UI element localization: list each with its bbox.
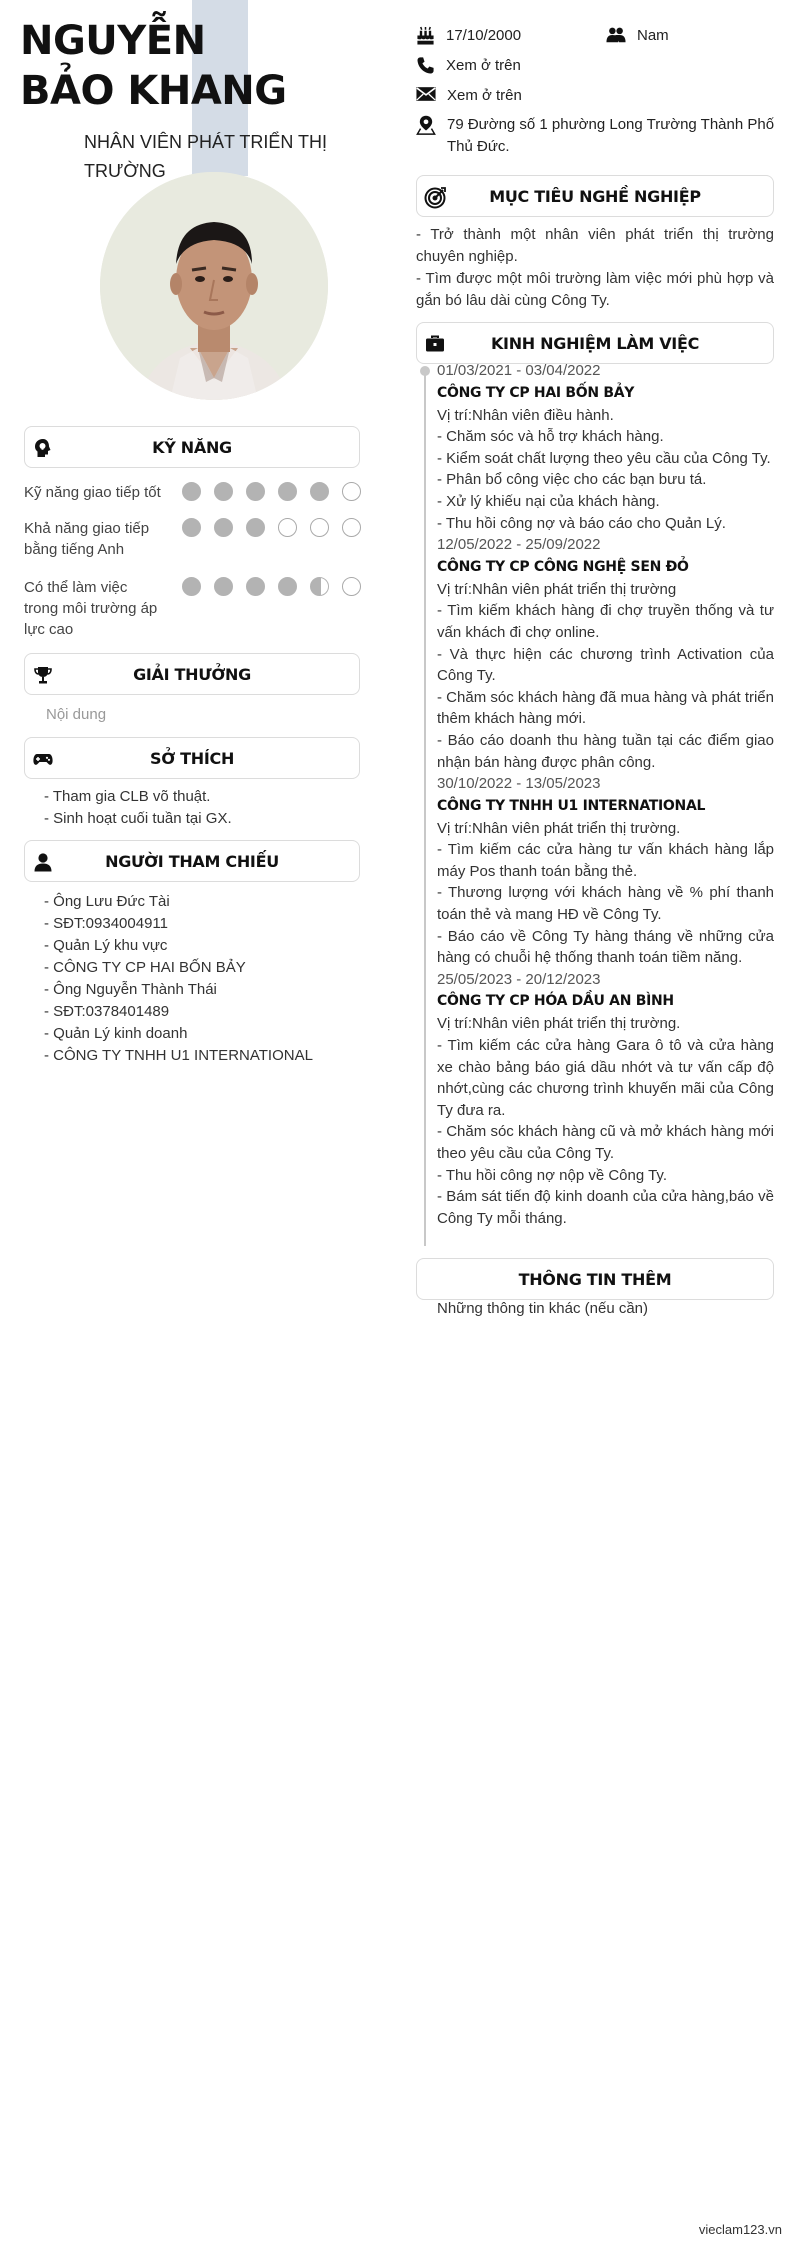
experience-item: [437, 773, 774, 969]
skill-dot: [278, 482, 297, 501]
reference-line: - SĐT:0934004911: [44, 915, 168, 932]
extra-section-header: [416, 1258, 774, 1300]
experience-line: - Tìm kiếm các cửa hàng Gara ô tô và cửa hàng xe chào bảng báo giá dầu nhớt và tư vấn cấp độ nhớt,cùng các chương trình khuyến mãi của Công Ty đưa ra.: [437, 1037, 774, 1119]
reference-line: - Ông Lưu Đức Tài: [44, 893, 170, 910]
experience-line: - Thu hồi công nợ nộp về Công Ty.: [437, 1166, 667, 1184]
skill-dot: [278, 577, 297, 596]
skill-dot: [310, 482, 329, 501]
experience-line: - Tìm kiếm khách hàng đi chợ truyền thống và tư vấn khách đi chợ online.: [437, 602, 774, 641]
skill-dot: [214, 518, 233, 537]
reference-line: - CÔNG TY CP HAI BỐN BẢY: [44, 959, 246, 976]
hobby-item: - Tham gia CLB võ thuật.: [44, 788, 211, 805]
skill-dot: [182, 577, 201, 596]
experience-line: - Báo cáo về Công Ty hàng tháng về những cửa hàng có chuỗi hệ thống thanh toán tiềm năng.: [437, 927, 774, 967]
objective-title: MỤC TIÊU NGHỀ NGHIỆP: [489, 186, 701, 206]
skill-dot: [246, 518, 265, 537]
email-row: [416, 85, 522, 107]
experience-line: - Báo cáo doanh thu hàng tuần tại các điểm giao nhận bán hàng được phân công.: [437, 731, 774, 771]
skill-dot: [342, 577, 361, 596]
skill-level-dots: [182, 482, 374, 501]
gamepad-icon: [33, 749, 53, 769]
briefcase-icon: [425, 334, 445, 354]
extra-title: THÔNG TIN THÊM: [518, 1269, 672, 1289]
footer-brand: vieclam123.vn: [698, 2222, 782, 2237]
skill-dot: [214, 577, 233, 596]
references-section-header: [24, 840, 360, 882]
skill-dot: [278, 518, 297, 537]
skill-dot: [246, 482, 265, 501]
skills-section-header: [24, 426, 360, 468]
phone-value: Xem ở trên: [446, 57, 521, 74]
objective-line: - Tìm được một môi trường làm việc mới phù hợp và gắn bó lâu dài cùng Công Ty.: [416, 270, 774, 309]
skill-dot: [214, 482, 233, 501]
skill-item: [24, 482, 364, 503]
hobbies-section-header: [24, 737, 360, 779]
experience-list: [437, 360, 774, 1229]
experience-company: CÔNG TY CP HAI BỐN BẢY: [437, 384, 635, 401]
skill-label: Kỹ năng giao tiếp tốt: [24, 484, 161, 501]
experience-section-header: [416, 322, 774, 364]
skill-level-dots: [182, 577, 374, 596]
phone-icon: [416, 56, 435, 75]
experience-line: Vị trí:Nhân viên phát triển thị trường.: [437, 1015, 681, 1033]
experience-dates: 12/05/2022 - 25/09/2022: [437, 536, 601, 554]
experience-line: Vị trí:Nhân viên phát triển thị trường.: [437, 819, 681, 837]
reference-line: - CÔNG TY TNHH U1 INTERNATIONAL: [44, 1047, 313, 1064]
experience-timeline-line: [424, 368, 426, 1246]
awards-section-header: [24, 653, 360, 695]
gender-row: [606, 25, 669, 47]
address-value: 79 Đường số 1 phường Long Trường Thành Phố Thủ Đức.: [447, 116, 775, 155]
person-icon: [33, 852, 53, 872]
trophy-icon: [33, 665, 53, 685]
target-icon: [424, 187, 444, 207]
skill-dot: [310, 577, 329, 596]
experience-line: - Chăm sóc khách hàng cũ và mở khách hàng mới theo yêu cầu của Công Ty.: [437, 1123, 774, 1162]
experience-line: - Chăm sóc và hỗ trợ khách hàng.: [437, 428, 664, 446]
skills-title: KỸ NĂNG: [152, 437, 232, 457]
skill-dot: [310, 518, 329, 537]
phone-row: [416, 55, 521, 77]
experience-line: - Bám sát tiến độ kinh doanh của cửa hàng,báo về Công Ty mỗi tháng.: [437, 1188, 774, 1227]
birthday-cake-icon: [416, 26, 435, 45]
experience-timeline-dot: [420, 366, 430, 376]
birthdate-row: [416, 25, 521, 47]
experience-line: - Chăm sóc khách hàng đã mua hàng và phát triển thêm khách hàng mới.: [437, 688, 774, 728]
skill-level-dots: [182, 518, 374, 537]
email-value: Xem ở trên: [447, 87, 522, 104]
experience-line: - Thương lượng với khách hàng về % phí thanh toán thẻ và mang HĐ về Công Ty.: [437, 884, 774, 924]
experience-line: - Xử lý khiếu nại của khách hàng.: [437, 492, 660, 510]
reference-line: - Quản Lý khu vực: [44, 937, 168, 954]
experience-company: CÔNG TY TNHH U1 INTERNATIONAL: [437, 797, 706, 814]
reference-line: - Ông Nguyễn Thành Thái: [44, 981, 217, 998]
experience-company: CÔNG TY CP CÔNG NGHỆ SEN ĐỎ: [437, 558, 689, 575]
experience-dates: 30/10/2022 - 13/05/2023: [437, 775, 601, 793]
awards-content: Nội dung: [46, 706, 107, 723]
skill-dot: [182, 482, 201, 501]
references-title: NGƯỜI THAM CHIẾU: [105, 851, 279, 871]
avatar: [100, 172, 328, 400]
objective-line: - Trở thành một nhân viên phát triển thị trường chuyên nghiệp.: [416, 226, 774, 265]
experience-line: - Và thực hiện các chương trình Activation của Công Ty.: [437, 645, 774, 685]
experience-item: [437, 360, 774, 534]
experience-line: - Tìm kiếm các cửa hàng tư vấn khách hàng lắp máy Pos thanh toán bằng thẻ.: [437, 841, 774, 880]
skill-dot: [342, 518, 361, 537]
hobbies-title: SỞ THÍCH: [149, 748, 235, 768]
skill-item: [24, 518, 364, 560]
skill-dot: [246, 577, 265, 596]
experience-line: - Kiểm soát chất lượng theo yêu cầu của Công Ty.: [437, 449, 771, 467]
extra-content: Những thông tin khác (nếu cần): [437, 1300, 649, 1317]
lightbulb-head-icon: [33, 438, 53, 458]
reference-line: - SĐT:0378401489: [44, 1003, 170, 1020]
experience-item: [437, 534, 774, 773]
envelope-icon: [416, 86, 436, 102]
experience-dates: 01/03/2021 - 03/04/2022: [437, 362, 601, 379]
experience-item: [437, 969, 774, 1230]
address-row: [416, 114, 782, 158]
objective-section-header: [416, 175, 774, 217]
skill-dot: [182, 518, 201, 537]
awards-title: GIẢI THƯỞNG: [133, 664, 251, 684]
skill-item: [24, 577, 364, 640]
gender-value: Nam: [637, 27, 669, 44]
skill-label: Có thể làm việc trong môi trường áp lực cao: [24, 579, 158, 638]
experience-line: Vị trí:Nhân viên phát triển thị trường: [437, 580, 677, 598]
experience-dates: 25/05/2023 - 20/12/2023: [437, 970, 601, 988]
experience-line: - Thu hồi công nợ và báo cáo cho Quản Lý.: [437, 514, 726, 532]
experience-company: CÔNG TY CP HÓA DẦU AN BÌNH: [437, 993, 674, 1010]
reference-line: - Quản Lý kinh doanh: [44, 1025, 188, 1042]
skill-dot: [342, 482, 361, 501]
job-title: NHÂN VIÊN PHÁT TRIỂN THỊ TRƯỜNG: [84, 132, 328, 181]
candidate-name: NGUYỄN BẢO KHANG: [20, 18, 287, 114]
skill-label: Khả năng giao tiếp bằng tiếng Anh: [24, 520, 150, 558]
experience-title: KINH NGHIỆM LÀM VIỆC: [490, 333, 700, 353]
experience-line: Vị trí:Nhân viên điều hành.: [437, 406, 614, 424]
experience-line: - Phân bổ công việc cho các bạn bưu tá.: [437, 471, 707, 489]
hobby-item: - Sinh hoạt cuối tuần tại GX.: [44, 810, 232, 827]
users-icon: [606, 26, 626, 44]
map-pin-icon: [416, 115, 436, 135]
birthdate-value: 17/10/2000: [446, 27, 522, 44]
